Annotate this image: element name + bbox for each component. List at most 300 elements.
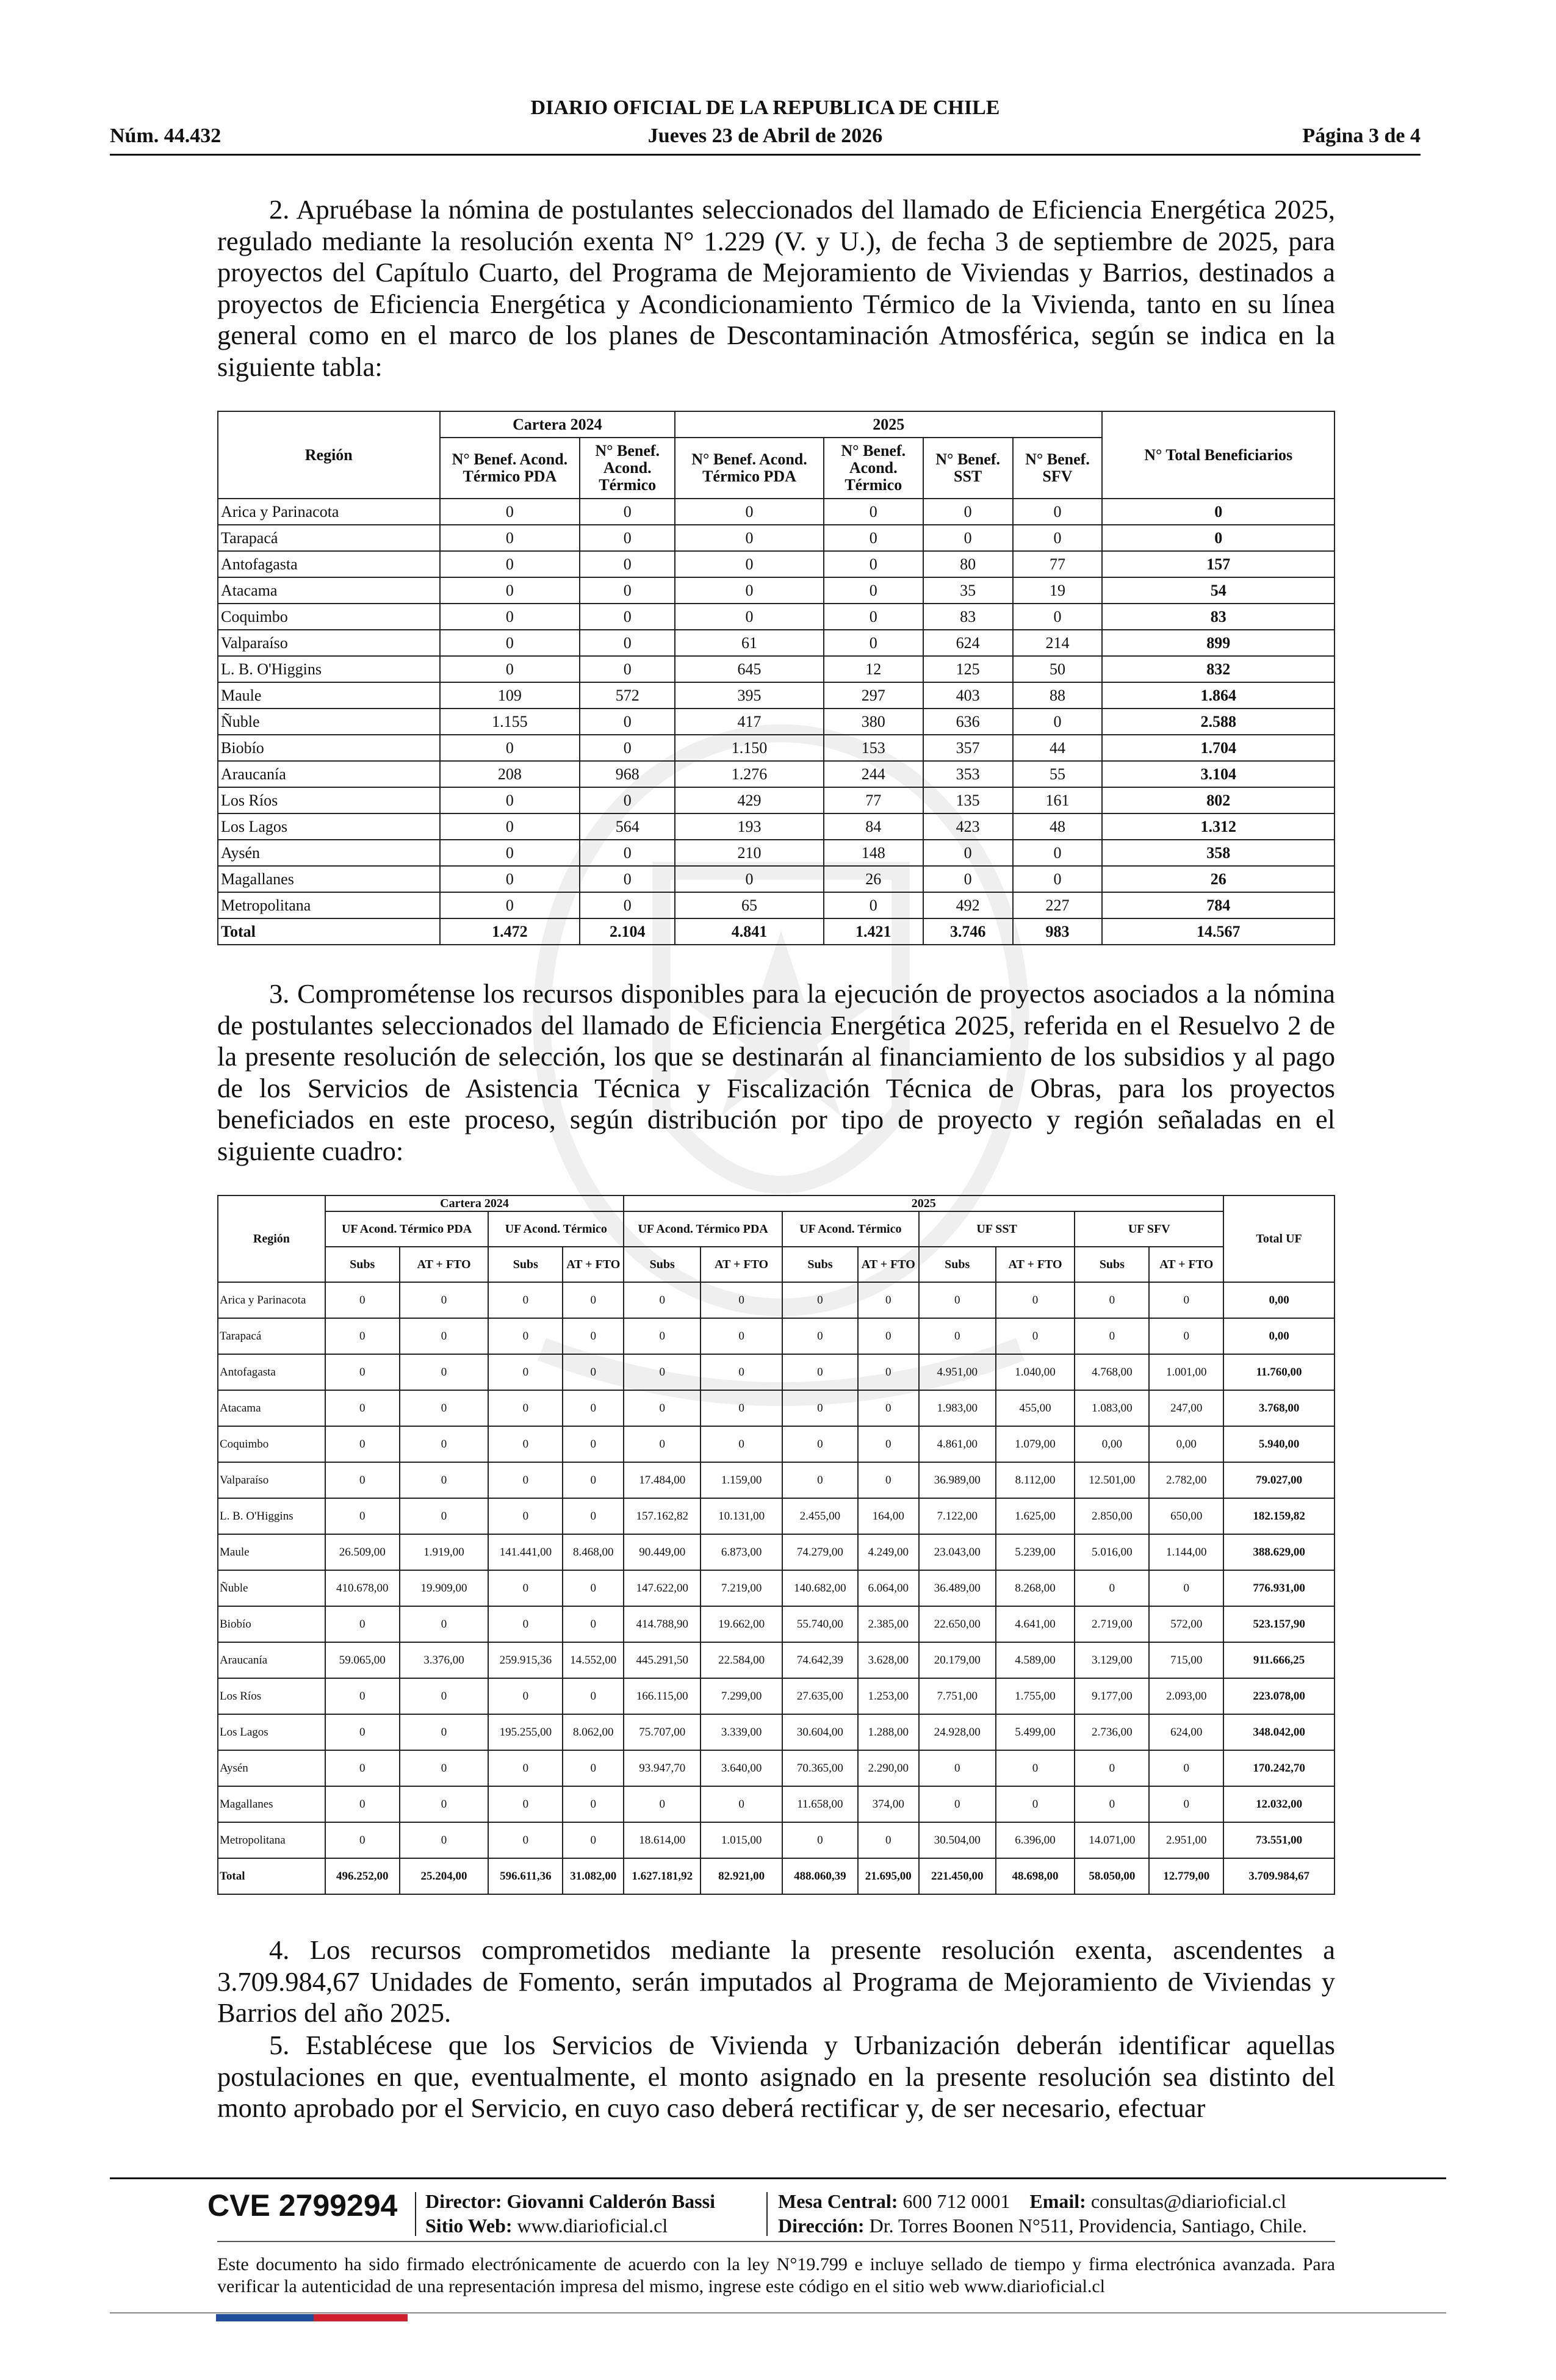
value-cell: 0 (325, 1390, 400, 1426)
value-cell: 0 (488, 1498, 563, 1534)
value-cell: 0 (624, 1282, 701, 1318)
value-cell: 140.682,00 (782, 1570, 858, 1606)
value-cell: 193 (675, 813, 824, 840)
value-cell: 0 (701, 1786, 782, 1822)
value-cell: 4.768,00 (1075, 1354, 1149, 1390)
value-cell: 0 (923, 525, 1013, 551)
table-row (218, 525, 1334, 551)
region-cell: Araucanía (218, 1642, 325, 1678)
value-cell: 0 (782, 1390, 858, 1426)
value-cell: 4.841 (675, 918, 824, 945)
value-cell: 7.751,00 (919, 1678, 996, 1714)
total-cell: 1.864 (1102, 682, 1334, 709)
value-cell: 596.611,36 (488, 1858, 563, 1894)
table-row (218, 604, 1334, 630)
value-cell: 0 (325, 1318, 400, 1354)
value-cell: 0 (996, 1282, 1075, 1318)
value-cell: 0 (580, 630, 675, 656)
value-cell: 0 (488, 1462, 563, 1498)
value-cell: 403 (923, 682, 1013, 709)
value-cell: 0 (1013, 840, 1103, 866)
value-cell: 0 (325, 1426, 400, 1462)
value-cell: 2.782,00 (1149, 1462, 1223, 1498)
subheader-subs: Subs (325, 1247, 400, 1282)
value-cell: 0 (923, 866, 1013, 892)
region-cell: L. B. O'Higgins (218, 656, 440, 682)
table-row (218, 1750, 1334, 1786)
region-cell: Biobío (218, 735, 440, 761)
header-col: N° Benef. Acond. Térmico PDA (675, 438, 824, 499)
value-cell: 0 (858, 1390, 919, 1426)
value-cell: 88 (1013, 682, 1103, 709)
value-cell: 0 (996, 1786, 1075, 1822)
region-cell: Araucanía (218, 761, 440, 787)
value-cell: 0 (675, 866, 824, 892)
table-row (218, 1606, 1334, 1642)
total-cell: 348.042,00 (1223, 1714, 1334, 1750)
total-cell: 223.078,00 (1223, 1678, 1334, 1714)
value-cell: 983 (1013, 918, 1103, 945)
value-cell: 8.268,00 (996, 1570, 1075, 1606)
value-cell: 1.144,00 (1149, 1534, 1223, 1570)
value-cell: 1.472 (440, 918, 580, 945)
value-cell: 22.650,00 (919, 1606, 996, 1642)
table-row (218, 1498, 1334, 1534)
value-cell: 0 (858, 1318, 919, 1354)
value-cell: 0 (488, 1426, 563, 1462)
mesa-label: Mesa Central: (778, 2190, 898, 2212)
region-cell: Tarapacá (218, 1318, 325, 1354)
value-cell: 1.155 (440, 709, 580, 735)
value-cell: 0 (488, 1678, 563, 1714)
value-cell: 0,00 (1149, 1426, 1223, 1462)
value-cell: 0 (400, 1786, 489, 1822)
header-col: N° Benef. Acond. Térmico PDA (440, 438, 580, 499)
value-cell: 0 (440, 577, 580, 604)
value-cell: 0 (1075, 1282, 1149, 1318)
value-cell: 2.385,00 (858, 1606, 919, 1642)
subheader-subs: Subs (488, 1247, 563, 1282)
value-cell: 0 (580, 525, 675, 551)
footer-contact-block (778, 2189, 1307, 2238)
value-cell: 417 (675, 709, 824, 735)
value-cell: 2.736,00 (1075, 1714, 1149, 1750)
header-2025: 2025 (675, 411, 1102, 438)
header-cartera-2024: Cartera 2024 (325, 1195, 624, 1211)
value-cell: 36.989,00 (919, 1462, 996, 1498)
address-label: Dirección: (778, 2215, 865, 2237)
value-cell: 0 (563, 1498, 624, 1534)
value-cell: 0 (563, 1606, 624, 1642)
value-cell: 0 (488, 1570, 563, 1606)
value-cell: 0 (701, 1390, 782, 1426)
value-cell: 0 (824, 604, 923, 630)
total-cell: 388.629,00 (1223, 1534, 1334, 1570)
value-cell: 12.501,00 (1075, 1462, 1149, 1498)
value-cell: 22.584,00 (701, 1642, 782, 1678)
value-cell: 247,00 (1149, 1390, 1223, 1426)
table-row (218, 1354, 1334, 1390)
value-cell: 0 (325, 1822, 400, 1858)
header-rule (110, 154, 1421, 156)
total-cell: 11.760,00 (1223, 1354, 1334, 1390)
table-row (218, 892, 1334, 918)
value-cell: 0 (325, 1786, 400, 1822)
value-cell: 0 (440, 499, 580, 525)
value-cell: 153 (824, 735, 923, 761)
value-cell: 21.695,00 (858, 1858, 919, 1894)
value-cell: 24.928,00 (919, 1714, 996, 1750)
value-cell: 2.093,00 (1149, 1678, 1223, 1714)
value-cell: 75.707,00 (624, 1714, 701, 1750)
value-cell: 9.177,00 (1075, 1678, 1149, 1714)
region-cell: L. B. O'Higgins (218, 1498, 325, 1534)
value-cell: 0 (580, 892, 675, 918)
table-row (218, 787, 1334, 813)
total-cell: 79.027,00 (1223, 1462, 1334, 1498)
value-cell: 0 (440, 735, 580, 761)
value-cell: 61 (675, 630, 824, 656)
value-cell: 1.755,00 (996, 1678, 1075, 1714)
total-cell: 26 (1102, 866, 1334, 892)
value-cell: 0 (919, 1786, 996, 1822)
paragraph-2: 2. Apruébase la nómina de postulantes seleccionados del llamado de Eficiencia Energética 2025, regulado mediante la resolución exenta N° 1.229 (V. y U.), de fecha 3 de septiembre de 2025, para proyectos del Capítulo Cuarto, del Programa de Mejoramiento de Viviendas y Barrios, destinados a proyectos de Eficiencia Energética y Acondicionamiento Térmico de la Vivienda, tanto en su línea general como en el marco de los planes de Descontaminación Atmosférica, según se indica en la siguiente tabla: (217, 194, 1335, 382)
value-cell: 0 (400, 1750, 489, 1786)
total-cell: 12.032,00 (1223, 1786, 1334, 1822)
resources-uf-table (217, 1195, 1335, 1895)
table-row (218, 656, 1334, 682)
subheader-subs: Subs (919, 1247, 996, 1282)
region-cell: Los Ríos (218, 787, 440, 813)
region-cell: Los Lagos (218, 813, 440, 840)
value-cell: 0 (580, 866, 675, 892)
value-cell: 210 (675, 840, 824, 866)
value-cell: 50 (1013, 656, 1103, 682)
value-cell: 6.396,00 (996, 1822, 1075, 1858)
value-cell: 357 (923, 735, 1013, 761)
footer-divider (415, 2192, 416, 2236)
header-region: Región (218, 1195, 325, 1282)
value-cell: 125 (923, 656, 1013, 682)
value-cell: 0 (580, 735, 675, 761)
director-label: Director: (425, 2190, 502, 2212)
value-cell: 74.642,39 (782, 1642, 858, 1678)
value-cell: 5.239,00 (996, 1534, 1075, 1570)
value-cell: 5.016,00 (1075, 1534, 1149, 1570)
value-cell: 3.376,00 (400, 1642, 489, 1678)
value-cell: 0 (400, 1714, 489, 1750)
value-cell: 0 (563, 1822, 624, 1858)
value-cell: 12 (824, 656, 923, 682)
value-cell: 0 (580, 604, 675, 630)
value-cell: 19.909,00 (400, 1570, 489, 1606)
value-cell: 0 (440, 813, 580, 840)
region-cell: Antofagasta (218, 551, 440, 577)
value-cell: 3.640,00 (701, 1750, 782, 1786)
subheader-subs: Subs (782, 1247, 858, 1282)
value-cell: 0 (923, 499, 1013, 525)
value-cell: 0 (858, 1822, 919, 1858)
value-cell: 14.071,00 (1075, 1822, 1149, 1858)
value-cell: 624,00 (1149, 1714, 1223, 1750)
value-cell: 1.625,00 (996, 1498, 1075, 1534)
value-cell: 12.779,00 (1149, 1858, 1223, 1894)
value-cell: 0 (782, 1822, 858, 1858)
value-cell: 2.951,00 (1149, 1822, 1223, 1858)
value-cell: 8.062,00 (563, 1714, 624, 1750)
value-cell: 3.628,00 (858, 1642, 919, 1678)
value-cell: 0 (1075, 1786, 1149, 1822)
total-cell: 0,00 (1223, 1282, 1334, 1318)
value-cell: 0 (325, 1678, 400, 1714)
value-cell: 0 (440, 630, 580, 656)
table-row (218, 1570, 1334, 1606)
table-row (218, 735, 1334, 761)
total-cell: 1.704 (1102, 735, 1334, 761)
value-cell: 147.622,00 (624, 1570, 701, 1606)
director-name: Giovanni Calderón Bassi (506, 2190, 715, 2212)
value-cell: 0 (440, 866, 580, 892)
value-cell: 0 (1013, 525, 1103, 551)
value-cell: 0 (858, 1462, 919, 1498)
value-cell: 0,00 (1075, 1426, 1149, 1462)
value-cell: 0 (580, 551, 675, 577)
region-cell: Atacama (218, 1390, 325, 1426)
value-cell: 84 (824, 813, 923, 840)
value-cell: 7.299,00 (701, 1678, 782, 1714)
value-cell: 1.253,00 (858, 1678, 919, 1714)
value-cell: 0 (440, 656, 580, 682)
table-row (218, 1282, 1334, 1318)
value-cell: 564 (580, 813, 675, 840)
value-cell: 19 (1013, 577, 1103, 604)
value-cell: 0 (1013, 709, 1103, 735)
value-cell: 208 (440, 761, 580, 787)
value-cell: 2.719,00 (1075, 1606, 1149, 1642)
value-cell: 1.001,00 (1149, 1354, 1223, 1390)
value-cell: 214 (1013, 630, 1103, 656)
value-cell: 0 (996, 1318, 1075, 1354)
subheader-at-fto: AT + FTO (563, 1247, 624, 1282)
header-group: UF SFV (1075, 1211, 1223, 1247)
value-cell: 0 (563, 1570, 624, 1606)
value-cell: 0 (563, 1786, 624, 1822)
flag-stripe-red (314, 2314, 408, 2321)
value-cell: 58.050,00 (1075, 1858, 1149, 1894)
value-cell: 7.219,00 (701, 1570, 782, 1606)
value-cell: 0 (488, 1318, 563, 1354)
value-cell: 4.861,00 (919, 1426, 996, 1462)
value-cell: 650,00 (1149, 1498, 1223, 1534)
address: Dr. Torres Boonen N°511, Providencia, Santiago, Chile. (869, 2215, 1307, 2237)
value-cell: 55.740,00 (782, 1606, 858, 1642)
table-row (218, 813, 1334, 840)
value-cell: 0 (701, 1318, 782, 1354)
value-cell: 2.104 (580, 918, 675, 945)
header-region: Región (218, 411, 440, 499)
value-cell: 445.291,50 (624, 1642, 701, 1678)
value-cell: 65 (675, 892, 824, 918)
region-cell: Aysén (218, 840, 440, 866)
total-cell: 83 (1102, 604, 1334, 630)
value-cell: 968 (580, 761, 675, 787)
value-cell: 0 (488, 1750, 563, 1786)
paragraph-5: 5. Establécese que los Servicios de Vivienda y Urbanización deberán identificar aquellas postulaciones en que, eventualmente, el monto asignado en la presente resolución sea distinto del monto aprobado por el Servicio, en cuyo caso deberá rectificar y, de ser necesario, efectuar (217, 2030, 1335, 2123)
region-cell: Arica y Parinacota (218, 499, 440, 525)
value-cell: 5.499,00 (996, 1714, 1075, 1750)
header-total-beneficiaries: N° Total Beneficiarios (1102, 411, 1334, 499)
legal-notice: Este documento ha sido firmado electrónicamente de acuerdo con la ley N°19.799 e incluye sellado de tiempo y firma electrónica avanzada. Para verificar la autenticidad de una representación impresa del mismo, ingrese este código en el sitio web www.diarioficial.cl (217, 2254, 1335, 2296)
value-cell: 0 (824, 551, 923, 577)
page-number: Página 3 de 4 (1302, 124, 1421, 147)
footer-mid-rule (217, 2241, 1335, 2242)
value-cell: 0 (701, 1354, 782, 1390)
value-cell: 0 (675, 499, 824, 525)
total-cell: 5.940,00 (1223, 1426, 1334, 1462)
value-cell: 0 (325, 1750, 400, 1786)
total-cell: 776.931,00 (1223, 1570, 1334, 1606)
value-cell: 0 (701, 1282, 782, 1318)
region-cell: Coquimbo (218, 604, 440, 630)
value-cell: 0 (400, 1498, 489, 1534)
value-cell: 0 (782, 1354, 858, 1390)
value-cell: 0 (400, 1678, 489, 1714)
value-cell: 0 (400, 1606, 489, 1642)
value-cell: 74.279,00 (782, 1534, 858, 1570)
value-cell: 0 (563, 1426, 624, 1462)
value-cell: 0 (858, 1282, 919, 1318)
value-cell: 0 (782, 1462, 858, 1498)
value-cell: 0 (400, 1390, 489, 1426)
region-cell: Maule (218, 682, 440, 709)
header-group: UF Acond. Térmico PDA (624, 1211, 782, 1247)
table-row (218, 1534, 1334, 1570)
value-cell: 380 (824, 709, 923, 735)
value-cell: 0 (624, 1426, 701, 1462)
value-cell: 0 (782, 1426, 858, 1462)
value-cell: 4.951,00 (919, 1354, 996, 1390)
value-cell: 0 (624, 1318, 701, 1354)
footer-director-block (425, 2189, 715, 2238)
value-cell: 0 (440, 551, 580, 577)
value-cell: 1.276 (675, 761, 824, 787)
header-group: UF Acond. Térmico (782, 1211, 919, 1247)
region-cell: Los Lagos (218, 1714, 325, 1750)
value-cell: 227 (1013, 892, 1103, 918)
value-cell: 0 (858, 1354, 919, 1390)
value-cell: 0 (440, 892, 580, 918)
value-cell: 1.015,00 (701, 1822, 782, 1858)
value-cell: 3.746 (923, 918, 1013, 945)
value-cell: 0 (563, 1750, 624, 1786)
web-link[interactable]: www.diarioficial.cl (517, 2215, 668, 2237)
value-cell: 429 (675, 787, 824, 813)
value-cell: 492 (923, 892, 1013, 918)
value-cell: 18.614,00 (624, 1822, 701, 1858)
value-cell: 0 (580, 709, 675, 735)
value-cell: 0 (824, 892, 923, 918)
total-cell: 157 (1102, 551, 1334, 577)
value-cell: 77 (824, 787, 923, 813)
region-cell: Ñuble (218, 709, 440, 735)
value-cell: 77 (1013, 551, 1103, 577)
region-cell: Total (218, 918, 440, 945)
value-cell: 0 (488, 1786, 563, 1822)
value-cell: 0 (325, 1282, 400, 1318)
value-cell: 0 (563, 1354, 624, 1390)
value-cell: 0 (400, 1426, 489, 1462)
issue-number: Núm. 44.432 (110, 124, 222, 147)
region-cell: Biobío (218, 1606, 325, 1642)
value-cell: 35 (923, 577, 1013, 604)
value-cell: 1.040,00 (996, 1354, 1075, 1390)
value-cell: 0 (325, 1498, 400, 1534)
paragraph-3: 3. Comprométense los recursos disponibles para la ejecución de proyectos asociados a la nómina de postulantes seleccionados del llamado de Eficiencia Energética 2025, referida en el Resuelvo 2 de la presente resolución de selección, los que se destinarán al financiamiento de los subsidios y al pago de los Servicios de Asistencia Técnica y Fiscalización Técnica de Obras, para los proyectos beneficiados en este proceso, según distribución por tipo de proyecto y región señaladas en el siguiente cuadro: (217, 978, 1335, 1166)
value-cell: 0 (624, 1354, 701, 1390)
value-cell: 624 (923, 630, 1013, 656)
value-cell: 8.468,00 (563, 1534, 624, 1570)
value-cell: 0 (919, 1750, 996, 1786)
footer-bottom-rule (110, 2312, 1446, 2313)
total-cell: 911.666,25 (1223, 1642, 1334, 1678)
value-cell: 353 (923, 761, 1013, 787)
value-cell: 17.484,00 (624, 1462, 701, 1498)
value-cell: 244 (824, 761, 923, 787)
footer-top-rule (110, 2177, 1446, 2179)
value-cell: 0 (563, 1282, 624, 1318)
value-cell: 0 (440, 525, 580, 551)
subheader-at-fto: AT + FTO (858, 1247, 919, 1282)
value-cell: 161 (1013, 787, 1103, 813)
header-group: UF Acond. Térmico PDA (325, 1211, 489, 1247)
table-total-row (218, 918, 1334, 945)
value-cell: 48 (1013, 813, 1103, 840)
header-col: N° Benef. SFV (1013, 438, 1103, 499)
value-cell: 0 (580, 656, 675, 682)
value-cell: 0 (1075, 1318, 1149, 1354)
value-cell: 715,00 (1149, 1642, 1223, 1678)
value-cell: 0 (675, 577, 824, 604)
value-cell: 11.658,00 (782, 1786, 858, 1822)
value-cell: 0 (440, 840, 580, 866)
email-link[interactable]: consultas@diarioficial.cl (1090, 2190, 1286, 2212)
table-row (218, 499, 1334, 525)
value-cell: 0 (580, 577, 675, 604)
total-cell: 358 (1102, 840, 1334, 866)
value-cell: 0 (488, 1606, 563, 1642)
region-cell: Atacama (218, 577, 440, 604)
value-cell: 148 (824, 840, 923, 866)
web-label: Sitio Web: (425, 2215, 513, 2237)
table-row (218, 682, 1334, 709)
value-cell: 26.509,00 (325, 1534, 400, 1570)
value-cell: 2.455,00 (782, 1498, 858, 1534)
mesa-phone: 600 712 0001 (902, 2190, 1010, 2212)
flag-stripe-blue (216, 2314, 314, 2321)
value-cell: 0 (325, 1714, 400, 1750)
value-cell: 59.065,00 (325, 1642, 400, 1678)
value-cell: 0 (580, 499, 675, 525)
value-cell: 572,00 (1149, 1606, 1223, 1642)
value-cell: 0 (400, 1354, 489, 1390)
value-cell: 80 (923, 551, 1013, 577)
table-row (218, 1786, 1334, 1822)
value-cell: 195.255,00 (488, 1714, 563, 1750)
subheader-at-fto: AT + FTO (996, 1247, 1075, 1282)
value-cell: 0 (782, 1318, 858, 1354)
table-row (218, 866, 1334, 892)
value-cell: 488.060,39 (782, 1858, 858, 1894)
